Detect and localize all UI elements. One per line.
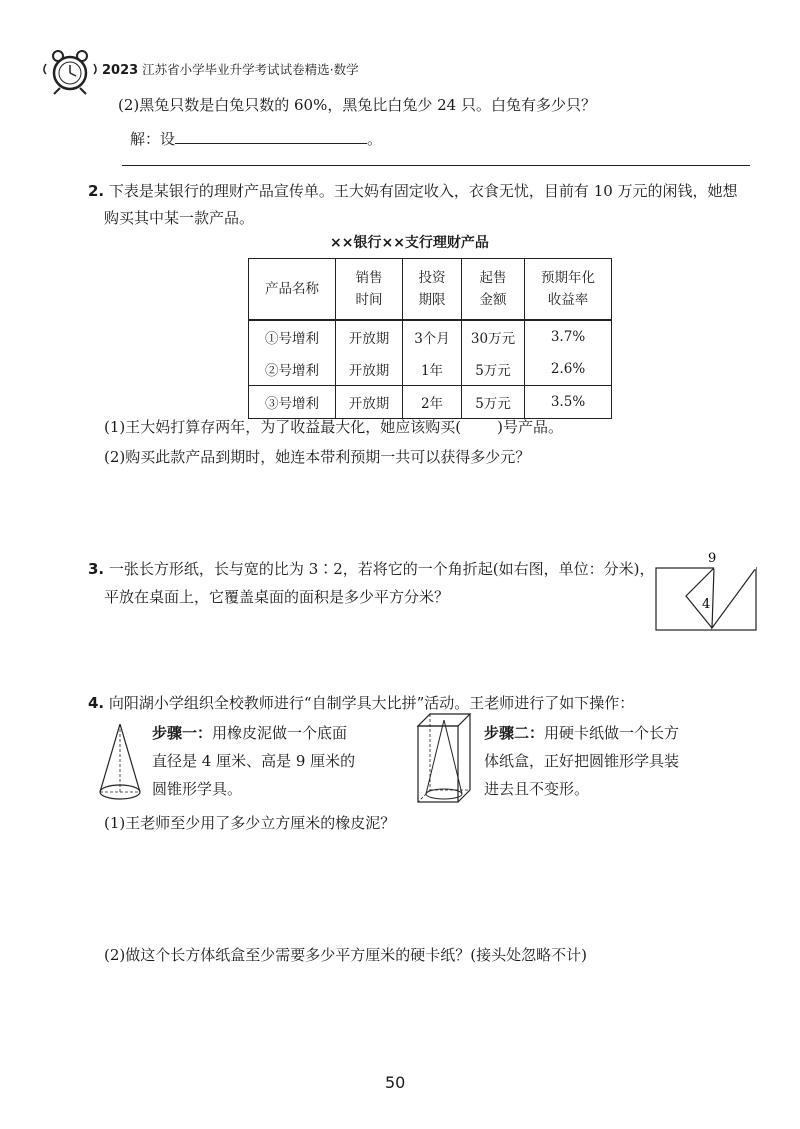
- answer-blank-line: [175, 129, 367, 144]
- sub1-text-after: )号产品。: [497, 418, 563, 436]
- question-2-sub2: (2)购买此款产品到期时，她连本带利预期一共可以获得多少元？: [104, 448, 531, 466]
- table-cell: 5万元: [462, 386, 525, 419]
- header-book-title: 江苏省小学毕业升学考试试卷精选·数学: [142, 62, 359, 77]
- step2-label: 步骤二：: [484, 724, 545, 742]
- table-cell: 30万元: [462, 320, 525, 353]
- table-header-row: [249, 259, 612, 321]
- table-cell: 3.5%: [525, 386, 612, 419]
- step2-text-2: 体纸盒，正好把圆锥形学具装: [484, 752, 680, 770]
- header-year: 2023: [102, 63, 139, 78]
- question-3-number: 3.: [88, 560, 105, 578]
- table-header-cell: 起售 金额: [462, 259, 525, 321]
- figure-label-inner: 4: [702, 597, 711, 612]
- table-cell: 5万元: [462, 353, 525, 386]
- question-3-text-2: 平放在桌面上，它覆盖桌面的面积是多少平方分米？: [104, 588, 450, 606]
- sub1-text-before: (1)王大妈打算存两年，为了收益最大化，她应该购买(: [104, 418, 462, 436]
- answer-prefix: 解：设: [130, 130, 176, 148]
- question-4-number: 4.: [88, 694, 105, 712]
- table-cell: ②号增利: [249, 353, 336, 386]
- question-1-2-answer: [130, 128, 382, 149]
- question-3-text-1: 一张长方形纸，长与宽的比为 3∶2，若将它的一个角折起(如右图，单位：分米)，: [108, 560, 655, 578]
- question-3-line1: [88, 558, 655, 579]
- step1-text-1: 用橡皮泥做一个底面: [212, 724, 348, 742]
- table-row: [249, 386, 612, 419]
- step1-line1: [152, 722, 347, 743]
- table-cell: 1年: [403, 353, 462, 386]
- table-cell: 开放期: [336, 353, 403, 386]
- answer-rule-line: [122, 165, 750, 166]
- table-cell: 开放期: [336, 320, 403, 353]
- table-cell: ③号增利: [249, 386, 336, 419]
- answer-suffix: 。: [367, 130, 383, 148]
- page-number: 50: [385, 1073, 406, 1092]
- question-2-number: 2.: [88, 182, 105, 200]
- table-cell: 开放期: [336, 386, 403, 419]
- table-header-cell: 投资 期限: [403, 259, 462, 321]
- step1-label: 步骤一：: [152, 724, 213, 742]
- table-cell: 2年: [403, 386, 462, 419]
- cone-figure: [96, 722, 144, 804]
- table-cell: 2.6%: [525, 353, 612, 386]
- step2-line1: [484, 722, 679, 743]
- step2-text-1: 用硬卡纸做一个长方: [544, 724, 680, 742]
- table-header-cell: 销售 时间: [336, 259, 403, 321]
- step1-text-3: 圆锥形学具。: [152, 780, 243, 798]
- step2-text-3: 进去且不变形。: [484, 780, 590, 798]
- question-4-sub2: (2)做这个长方体纸盒至少需要多少平方厘米的硬卡纸？(接头处忽略不计): [104, 946, 587, 964]
- folded-paper-figure: [650, 550, 762, 634]
- table-header-cell: 预期年化 收益率: [525, 259, 612, 321]
- product-table: [248, 258, 612, 419]
- question-2-text-1: 下表是某银行的理财产品宣传单。王大妈有固定收入，衣食无忧，目前有 10 万元的闲钱，她想: [108, 182, 738, 200]
- question-2-sub1: [104, 416, 563, 437]
- header-title: [102, 60, 359, 78]
- figure-label-top: 9: [708, 551, 717, 566]
- product-table-title: ××银行××支行理财产品: [330, 235, 489, 251]
- question-2-text-2: 购买其中某一款产品。: [104, 209, 255, 227]
- question-4-sub1: (1)王老师至少用了多少立方厘米的橡皮泥？: [104, 814, 396, 832]
- question-4-line1: [88, 692, 634, 713]
- table-header-cell: 产品名称: [249, 259, 336, 321]
- table-row: [249, 320, 612, 353]
- table-cell: 3.7%: [525, 320, 612, 353]
- question-1-2-text: (2)黑兔只数是白兔只数的 60%，黑兔比白兔少 24 只。白兔有多少只？: [118, 96, 596, 114]
- box-with-cone-figure: [414, 712, 474, 806]
- table-cell: 3个月: [403, 320, 462, 353]
- table-row: [249, 353, 612, 386]
- question-2-line1: [88, 180, 738, 201]
- alarm-clock-mascot-icon: [38, 44, 100, 96]
- question-4-text: 向阳湖小学组织全校教师进行“自制学具大比拼”活动。王老师进行了如下操作：: [108, 694, 635, 712]
- table-cell: ①号增利: [249, 320, 336, 353]
- step1-text-2: 直径是 4 厘米、高是 9 厘米的: [152, 752, 356, 770]
